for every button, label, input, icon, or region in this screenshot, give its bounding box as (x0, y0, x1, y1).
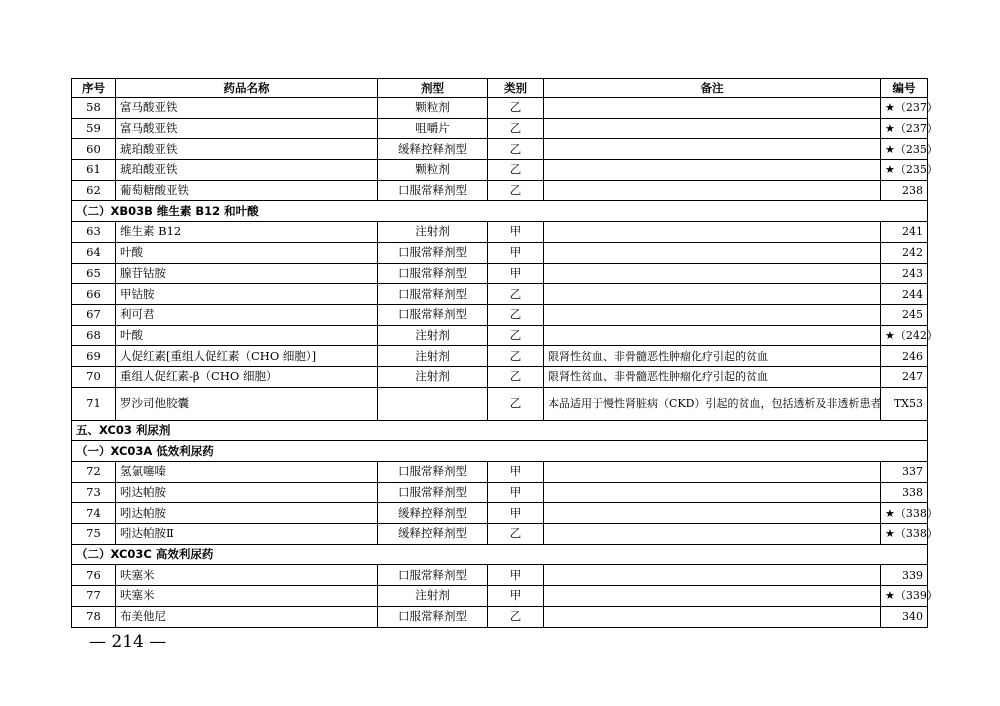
cell-remarks (544, 98, 881, 119)
cell-remarks (544, 222, 881, 243)
cell-category: 乙 (488, 118, 544, 139)
cell-code: ★（237） (881, 118, 928, 139)
cell-code: 247 (881, 366, 928, 387)
cell-no: 68 (72, 325, 116, 346)
cell-no: 62 (72, 180, 116, 201)
cell-code: TX53 (881, 387, 928, 420)
cell-dosage-form: 口服常释剂型 (378, 462, 488, 483)
cell-no: 64 (72, 242, 116, 263)
cell-dosage-form: 颗粒剂 (378, 98, 488, 119)
cell-category: 乙 (488, 524, 544, 545)
cell-category: 甲 (488, 242, 544, 263)
cell-drug-name: 吲达帕胺 (116, 503, 378, 524)
table-row (72, 366, 928, 387)
table-row (72, 503, 928, 524)
cell-dosage-form: 口服常释剂型 (378, 263, 488, 284)
cell-remarks (544, 565, 881, 586)
cell-drug-name: 维生素 B12 (116, 222, 378, 243)
cell-code: 243 (881, 263, 928, 284)
section-row (72, 441, 928, 462)
cell-drug-name: 罗沙司他胶囊 (116, 387, 378, 420)
cell-no: 74 (72, 503, 116, 524)
table-row (72, 284, 928, 305)
cell-category: 乙 (488, 160, 544, 181)
cell-remarks (544, 524, 881, 545)
cell-code: ★（242） (881, 325, 928, 346)
cell-drug-name: 腺苷钴胺 (116, 263, 378, 284)
cell-no: 70 (72, 366, 116, 387)
cell-code: 241 (881, 222, 928, 243)
cell-code: ★（235） (881, 160, 928, 181)
cell-no: 72 (72, 462, 116, 483)
cell-category: 乙 (488, 284, 544, 305)
cell-no: 58 (72, 98, 116, 119)
cell-category: 甲 (488, 222, 544, 243)
cell-no: 65 (72, 263, 116, 284)
table-header-row (72, 79, 928, 98)
cell-drug-name: 富马酸亚铁 (116, 98, 378, 119)
cell-dosage-form: 缓释控释剂型 (378, 139, 488, 160)
cell-category: 乙 (488, 366, 544, 387)
section-row (72, 544, 928, 565)
cell-code: 339 (881, 565, 928, 586)
table-row (72, 222, 928, 243)
cell-dosage-form: 注射剂 (378, 222, 488, 243)
cell-code: ★（235） (881, 139, 928, 160)
cell-no: 73 (72, 482, 116, 503)
cell-dosage-form: 口服常释剂型 (378, 482, 488, 503)
cell-code: ★（339） (881, 586, 928, 607)
table-row (72, 606, 928, 627)
cell-remarks (544, 160, 881, 181)
cell-remarks (544, 586, 881, 607)
cell-drug-name: 琥珀酸亚铁 (116, 139, 378, 160)
section-heading: （二）XB03B 维生素 B12 和叶酸 (72, 201, 928, 222)
cell-category: 乙 (488, 304, 544, 325)
section-heading: 五、XC03 利尿剂 (72, 420, 928, 441)
cell-dosage-form: 注射剂 (378, 325, 488, 346)
header-no: 序号 (72, 79, 116, 98)
cell-drug-name: 布美他尼 (116, 606, 378, 627)
cell-no: 69 (72, 346, 116, 367)
cell-code: 244 (881, 284, 928, 305)
cell-category: 乙 (488, 98, 544, 119)
cell-dosage-form: 缓释控释剂型 (378, 503, 488, 524)
cell-category: 甲 (488, 462, 544, 483)
cell-no: 63 (72, 222, 116, 243)
cell-no: 77 (72, 586, 116, 607)
cell-code: 337 (881, 462, 928, 483)
cell-drug-name: 富马酸亚铁 (116, 118, 378, 139)
cell-drug-name: 呋塞米 (116, 565, 378, 586)
cell-category: 乙 (488, 325, 544, 346)
cell-code: ★（338） (881, 524, 928, 545)
cell-category: 乙 (488, 606, 544, 627)
cell-drug-name: 利可君 (116, 304, 378, 325)
cell-dosage-form: 注射剂 (378, 366, 488, 387)
table-row (72, 98, 928, 119)
cell-dosage-form: 口服常释剂型 (378, 304, 488, 325)
cell-no: 60 (72, 139, 116, 160)
cell-no: 71 (72, 387, 116, 420)
cell-code: 340 (881, 606, 928, 627)
cell-code: 242 (881, 242, 928, 263)
cell-remarks (544, 482, 881, 503)
section-row (72, 201, 928, 222)
section-heading: （一）XC03A 低效利尿药 (72, 441, 928, 462)
cell-code: 245 (881, 304, 928, 325)
table-row (72, 586, 928, 607)
table-row (72, 263, 928, 284)
cell-remarks (544, 180, 881, 201)
cell-no: 75 (72, 524, 116, 545)
cell-dosage-form: 口服常释剂型 (378, 606, 488, 627)
cell-remarks (544, 263, 881, 284)
cell-remarks (544, 304, 881, 325)
cell-remarks (544, 503, 881, 524)
cell-drug-name: 叶酸 (116, 242, 378, 263)
cell-category: 甲 (488, 586, 544, 607)
cell-category: 甲 (488, 565, 544, 586)
cell-no: 59 (72, 118, 116, 139)
cell-remarks (544, 118, 881, 139)
table-row (72, 482, 928, 503)
cell-drug-name: 氢氯噻嗪 (116, 462, 378, 483)
table-row (72, 180, 928, 201)
table-row (72, 387, 928, 420)
cell-category: 乙 (488, 180, 544, 201)
cell-drug-name: 重组人促红素-β（CHO 细胞） (116, 366, 378, 387)
table-row (72, 325, 928, 346)
cell-category: 甲 (488, 482, 544, 503)
table-row (72, 346, 928, 367)
cell-code: 246 (881, 346, 928, 367)
cell-drug-name: 甲钴胺 (116, 284, 378, 305)
cell-drug-name: 吲达帕胺 (116, 482, 378, 503)
header-code: 编号 (881, 79, 928, 98)
cell-dosage-form: 口服常释剂型 (378, 284, 488, 305)
cell-category: 乙 (488, 346, 544, 367)
cell-code: ★（237） (881, 98, 928, 119)
page-number: — 214 — (89, 632, 167, 652)
table-row (72, 118, 928, 139)
table-row (72, 565, 928, 586)
cell-remarks (544, 242, 881, 263)
cell-remarks (544, 462, 881, 483)
header-drug-name: 药品名称 (116, 79, 378, 98)
cell-dosage-form (378, 387, 488, 420)
table-row (72, 524, 928, 545)
cell-category: 乙 (488, 139, 544, 160)
cell-no: 76 (72, 565, 116, 586)
cell-category: 甲 (488, 263, 544, 284)
cell-remarks (544, 606, 881, 627)
cell-dosage-form: 口服常释剂型 (378, 180, 488, 201)
cell-no: 61 (72, 160, 116, 181)
drug-list-table (71, 78, 938, 628)
cell-remarks: 限肾性贫血、非骨髓恶性肿瘤化疗引起的贫血 (544, 366, 881, 387)
cell-dosage-form: 注射剂 (378, 346, 488, 367)
cell-drug-name: 呋塞米 (116, 586, 378, 607)
table-row (72, 304, 928, 325)
cell-dosage-form: 咀嚼片 (378, 118, 488, 139)
cell-dosage-form: 颗粒剂 (378, 160, 488, 181)
cell-remarks: 限肾性贫血、非骨髓恶性肿瘤化疗引起的贫血 (544, 346, 881, 367)
cell-dosage-form: 缓释控释剂型 (378, 524, 488, 545)
cell-no: 78 (72, 606, 116, 627)
cell-dosage-form: 口服常释剂型 (378, 565, 488, 586)
cell-category: 甲 (488, 503, 544, 524)
cell-dosage-form: 注射剂 (378, 586, 488, 607)
cell-remarks: 本品适用于慢性肾脏病（CKD）引起的贫血，包括透析及非透析患者 (544, 387, 881, 420)
cell-drug-name: 人促红素[重组人促红素（CHO 细胞）] (116, 346, 378, 367)
cell-no: 66 (72, 284, 116, 305)
table-row (72, 160, 928, 181)
header-category: 类别 (488, 79, 544, 98)
cell-drug-name: 吲达帕胺Ⅱ (116, 524, 378, 545)
header-dosage-form: 剂型 (378, 79, 488, 98)
cell-remarks (544, 284, 881, 305)
cell-category: 乙 (488, 387, 544, 420)
cell-remarks (544, 139, 881, 160)
cell-remarks (544, 325, 881, 346)
cell-drug-name: 琥珀酸亚铁 (116, 160, 378, 181)
cell-code: 238 (881, 180, 928, 201)
cell-drug-name: 叶酸 (116, 325, 378, 346)
cell-no: 67 (72, 304, 116, 325)
section-heading: （二）XC03C 高效利尿药 (72, 544, 928, 565)
cell-code: 338 (881, 482, 928, 503)
header-remarks: 备注 (544, 79, 881, 98)
table-row (72, 462, 928, 483)
cell-drug-name: 葡萄糖酸亚铁 (116, 180, 378, 201)
table-body (72, 98, 938, 628)
cell-code: ★（338） (881, 503, 928, 524)
section-row (72, 420, 928, 441)
cell-dosage-form: 口服常释剂型 (378, 242, 488, 263)
table-row (72, 242, 928, 263)
table-row (72, 139, 928, 160)
